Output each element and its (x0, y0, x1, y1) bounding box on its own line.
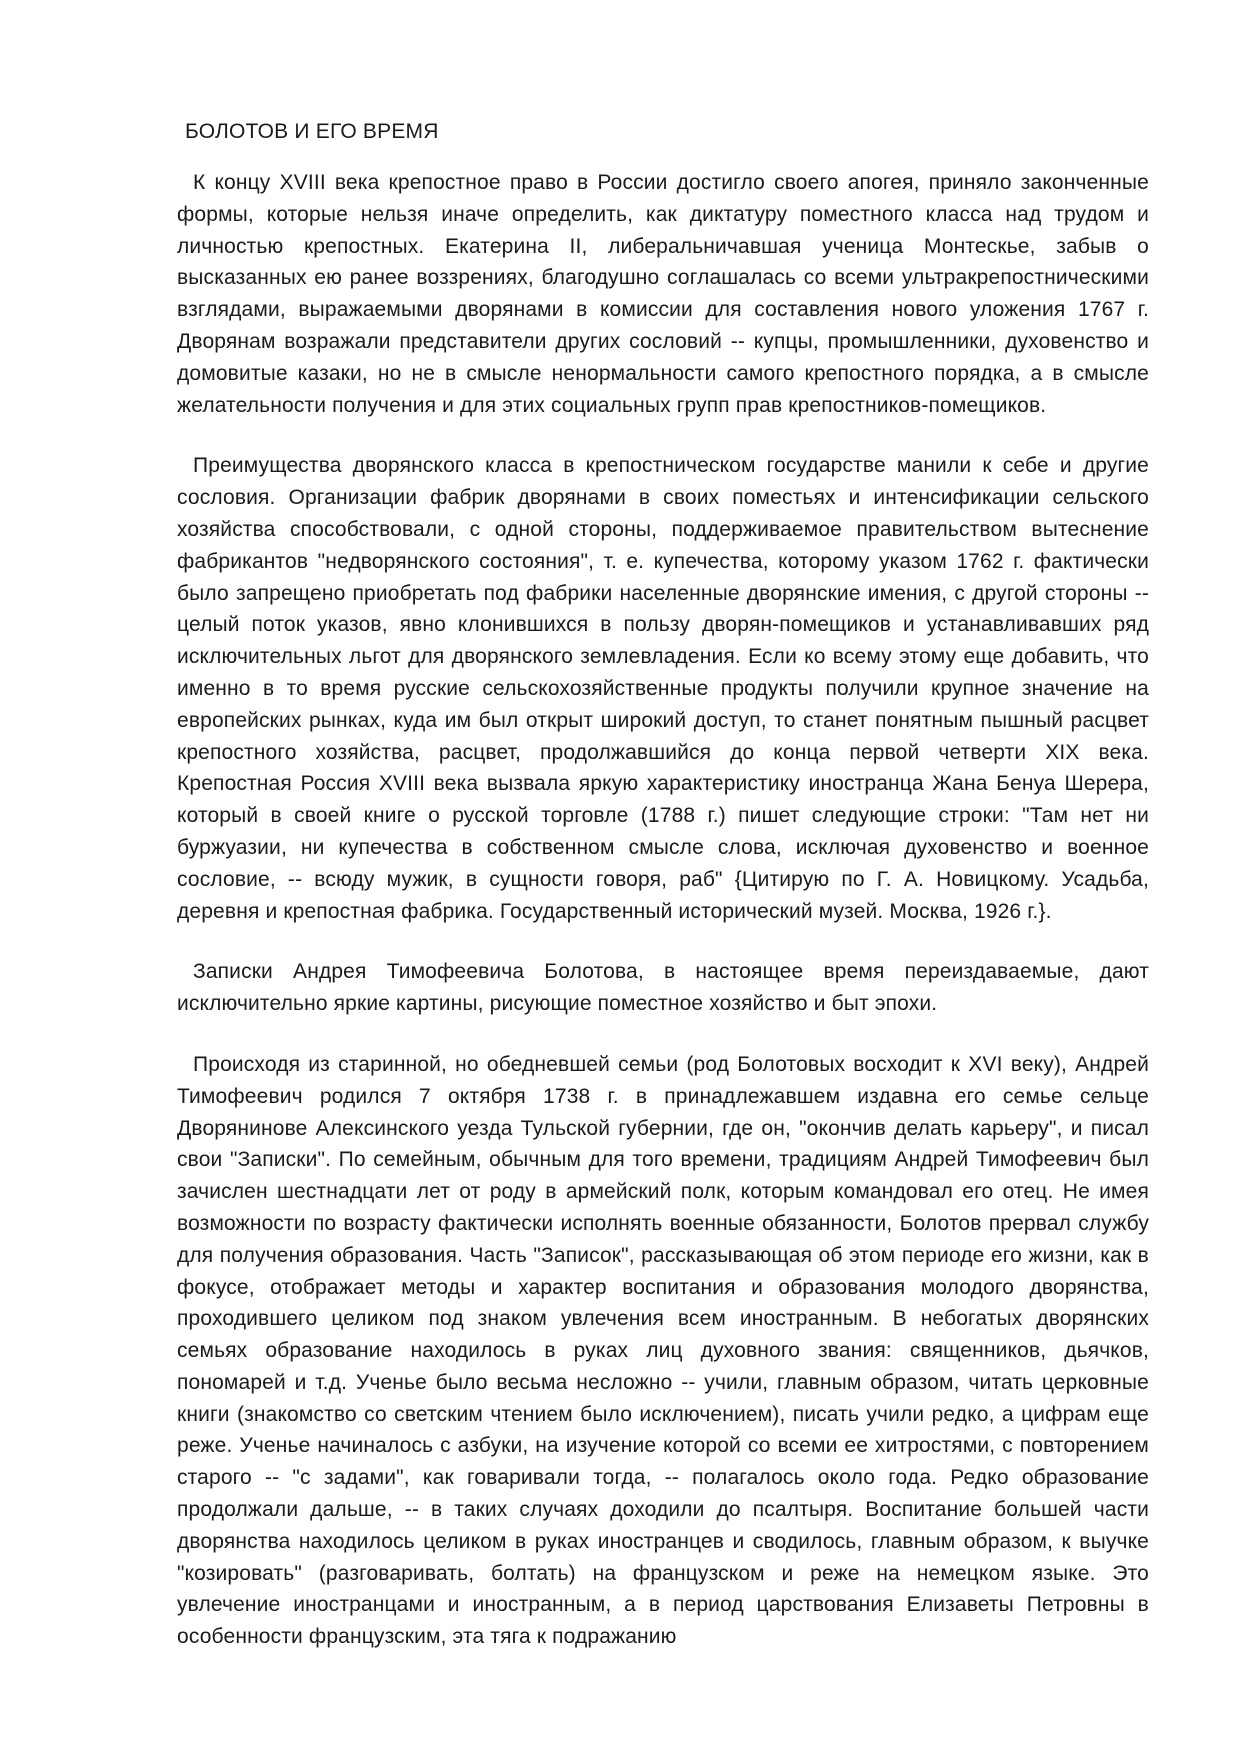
document-body (177, 167, 1149, 1653)
paragraph: Происходя из старинной, но обедневшей семьи (род Болотовых восходит к XVI веку), Андрей Тимофеевич родился 7 октября 1738 г. в принадлежавшем издавна его семье сельце Дворянинове Алексинского уезда Тульской губернии, где он, "окончив делать карьеру", и писал свои "Записки". По семейным, обычным для того времени, традициям Андрей Тимофеевич был зачислен шестнадцати лет от роду в армейский полк, которым командовал его отец. Не имея возможности по возрасту фактически исполнять военные обязанности, Болотов прервал службу для получения образования. Часть "Записок", рассказывающая об этом периоде его жизни, как в фокусе, отображает методы и характер воспитания и образования молодого дворянства, проходившего целиком под знаком увлечения всем иностранным. В небогатых дворянских семьях образование находилось в руках лиц духовного звания: священников, дьячков, пономарей и т.д. Ученье было весьма несложно -- учили, главным образом, читать церковные книги (знакомство со светским чтением было исключением), писать учили редко, а цифрам еще реже. Ученье начиналось с азбуки, на изучение которой со всеми ее хитростями, с повторением старого -- "с задами", как говаривали тогда, -- полагалось около года. Редко образование продолжали дальше, -- в таких случаях доходили до псалтыря. Воспитание большей части дворянства находилось целиком в руках иностранцев и сводилось, главным образом, к выучке "козировать" (разговаривать, болтать) на французском и реже на немецком языке. Это увлечение иностранцами и иностранным, а в период царствования Елизаветы Петровны в особенности французским, эта тяга к подражанию (177, 1052, 1149, 1649)
document-title: БОЛОТОВ И ЕГО ВРЕМЯ (185, 120, 439, 143)
paragraph: Преимущества дворянского класса в крепостническом государстве манили к себе и другие сословия. Организации фабрик дворянами в своих поместьях и интенсификации сельского хозяйства способствовали, с одной стороны, поддерживаемое правительством вытеснение фабрикантов "недворянского состояния", т. е. купечества, которому указом 1762 г. фактически было запрещено приобретать под фабрики населенные дворянские имения, с другой стороны -- целый поток указов, явно клонившихся в пользу дворян-помещиков и устанавливавших ряд исключительных льгот для дворянского землевладения. Если ко всему этому еще добавить, что именно в то время русские сельскохозяйственные продукты получили крупное значение на европейских рынках, куда им был открыт широкий доступ, то станет понятным пышный расцвет крепостного хозяйства, расцвет, продолжавшийся до конца первой четверти XIX века. Крепостная Россия XVIII века вызвала яркую характеристику иностранца Жана Бенуа Шерера, который в своей книге о русской торговле (1788 г.) пишет следующие строки: "Там нет ни буржуазии, ни купечества в собственном смысле слова, исключая духовенство и военное сословие, -- всюду мужик, в сущности говоря, раб" {Цитирую по Г. А. Новицкому. Усадьба, деревня и крепостная фабрика. Государственный исторический музей. Москва, 1926 г.}. (177, 454, 1149, 923)
paragraph: Записки Андрея Тимофеевича Болотова, в настоящее время переиздаваемые, дают исключительно яркие картины, рисующие поместное хозяйство и быт эпохи. (177, 960, 1149, 1016)
paragraph: К концу XVIII века крепостное право в России достигло своего апогея, приняло законченные формы, которые нельзя иначе определить, как диктатуру поместного класса над трудом и личностью крепостных. Екатерина II, либеральничавшая ученица Монтескье, забыв о высказанных ею ранее воззрениях, благодушно соглашалась со всеми ультракрепостническими взглядами, выражаемыми дворянами в комиссии для составления нового уложения 1767 г. Дворянам возражали представители других сословий -- купцы, промышленники, духовенство и домовитые казаки, но не в смысле ненормальности самого крепостного порядка, а в смысле желательности получения и для этих социальных групп прав крепостников-помещиков. (177, 171, 1149, 417)
